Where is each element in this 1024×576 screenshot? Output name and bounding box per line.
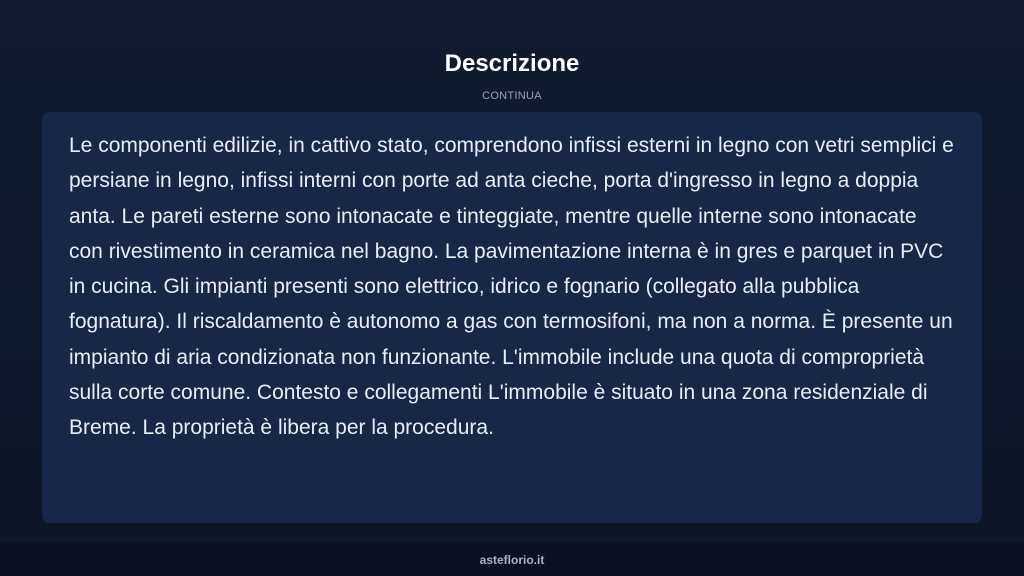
description-text: Le componenti edilizie, in cattivo stato, comprendono infissi esterni in legno con vetri semplici e persiane in legno, infissi interni con porte ad anta cieche, porta d'ingresso in legno a doppia anta. Le pareti esterne sono intonacate e tinteggiate, mentre quelle interne sono intonacate con rivestimento in ceramica nel bagno. La pavimentazione interna è in gres e parquet in PVC in cucina. Gli impianti presenti sono elettrico, idrico e fognario (collegato alla pubblica fognatura). Il riscaldamento è autonomo a gas con termosifoni, ma non a norma. È presente un impianto di aria condizionata non funzionante. L'immobile include una quota di comproprietà sulla corte comune. Contesto e collegamenti L'immobile è situato in una zona residenziale di Breme. La proprietà è libera per la procedura. — [69, 134, 954, 440]
page-title: Descrizione — [444, 50, 580, 77]
footer-bar — [0, 543, 1024, 576]
site-name: asteflorio.it — [479, 553, 545, 567]
continua-label: CONTINUA — [482, 90, 542, 102]
description-card — [42, 112, 982, 523]
